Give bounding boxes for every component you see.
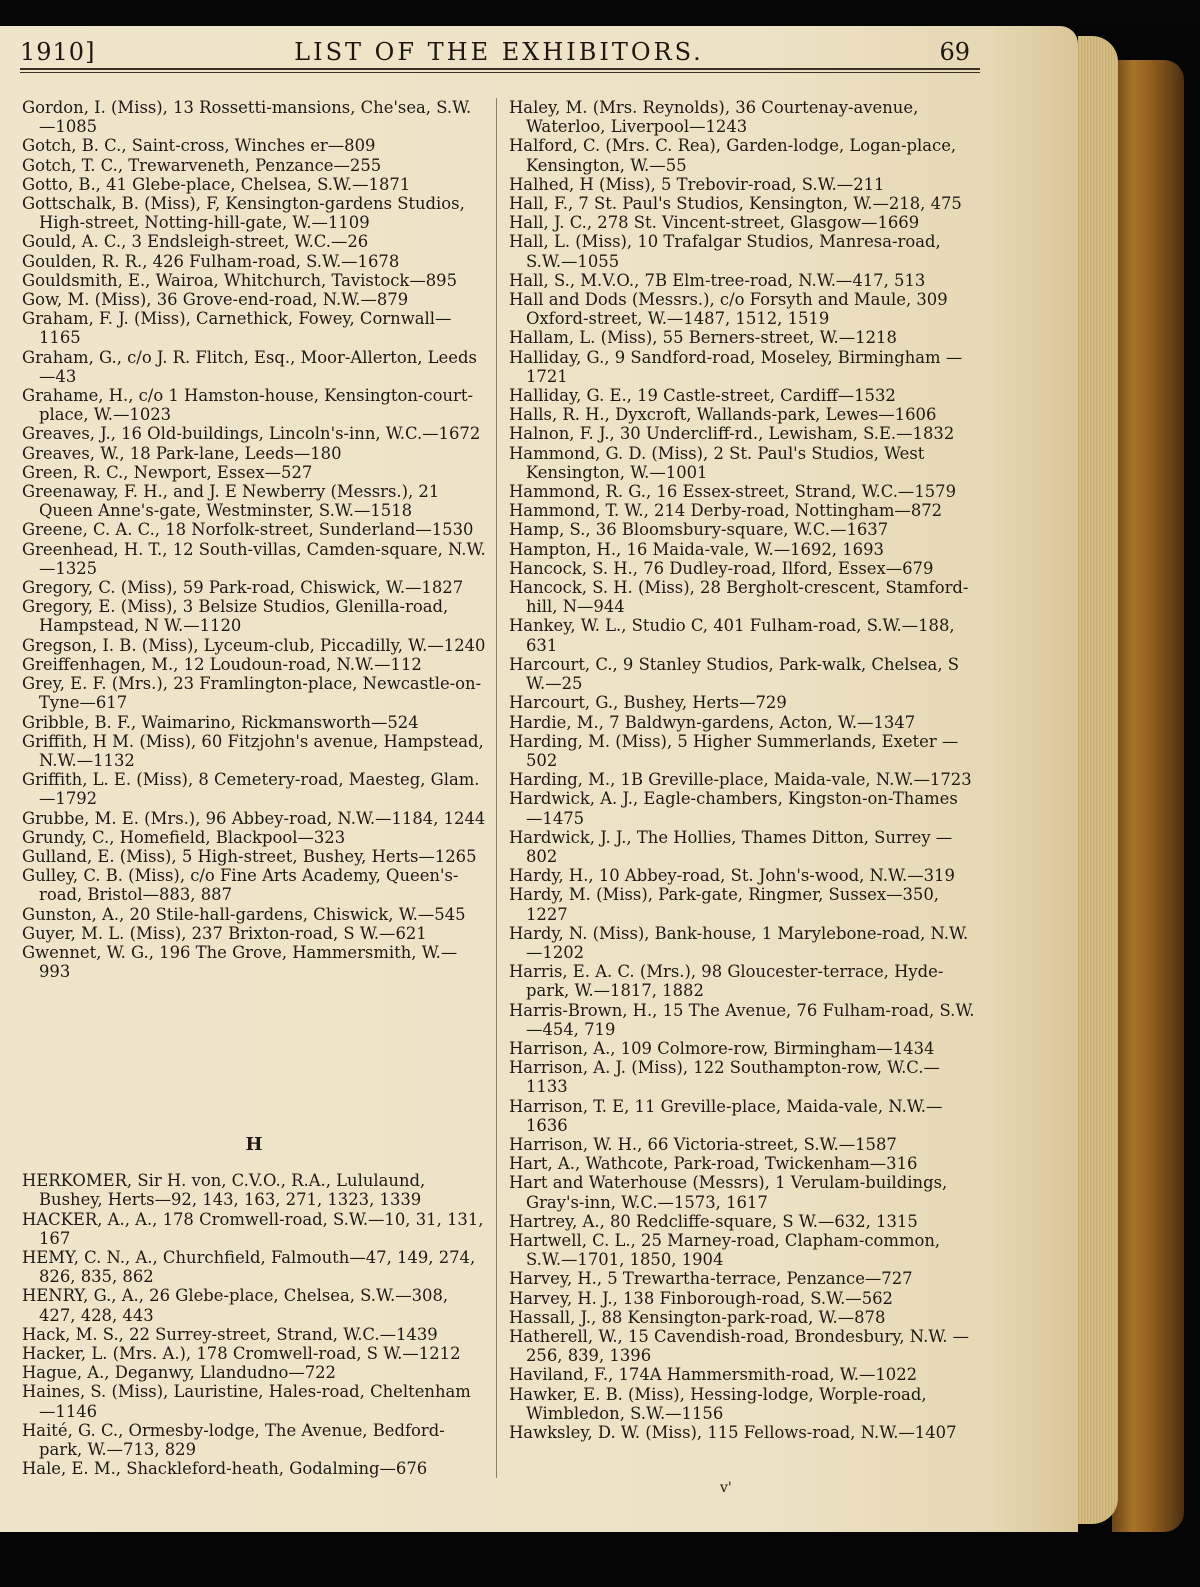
exhibitor-entry: Hart and Waterhouse (Messrs), 1 Verulam-buildings, Gray's-inn, W.C.—1573, 1617 — [509, 1173, 948, 1212]
exhibitor-entry: Harrison, T. E, 11 Greville-place, Maida-vale, N.W.—1636 — [509, 1096, 943, 1135]
exhibitor-entry: HACKER, A., A., 178 Cromwell-road, S.W.—10, 31, 131, 167 — [22, 1209, 484, 1248]
exhibitor-entry: Hall, J. C., 278 St. Vincent-street, Glasgow—1669 — [509, 213, 920, 233]
exhibitor-entry: Green, R. C., Newport, Essex—527 — [22, 462, 313, 482]
exhibitor-entry: Gregson, I. B. (Miss), Lyceum-club, Piccadilly, W.—1240 — [22, 635, 486, 655]
exhibitor-entry: Greenaway, F. H., and J. E Newberry (Messrs.), 21 Queen Anne's-gate, Westminster, S.W.—1518 — [22, 482, 440, 521]
exhibitor-entry: HERKOMER, Sir H. von, C.V.O., R.A., Lululaund, Bushey, Herts—92, 143, 163, 271, 1323, 1339 — [22, 1171, 426, 1210]
exhibitor-entry: Harrison, A. J. (Miss), 122 Southampton-row, W.C.—1133 — [509, 1058, 940, 1097]
exhibitor-entry: Graham, F. J. (Miss), Carnethick, Fowey, Cornwall—1165 — [22, 309, 452, 348]
exhibitor-entry: Halls, R. H., Dyxcroft, Wallands-park, Lewes—1606 — [509, 405, 937, 425]
exhibitor-entry: Grundy, C., Homefield, Blackpool—323 — [22, 827, 346, 847]
exhibitor-entry: Harcourt, C., 9 Stanley Studios, Park-walk, Chelsea, S W.—25 — [509, 654, 959, 694]
exhibitor-entry: Hardwick, A. J., Eagle-chambers, Kingston-on-Thames —1475 — [509, 789, 958, 828]
exhibitor-entry: Harding, M., 1B Greville-place, Maida-vale, N.W.—1723 — [509, 770, 972, 790]
exhibitor-entry: Greaves, J., 16 Old-buildings, Lincoln's-inn, W.C.—1672 — [22, 424, 481, 444]
exhibitor-entry: Harcourt, G., Bushey, Herts—729 — [509, 693, 787, 713]
exhibitor-entry: Gribble, B. F., Waimarino, Rickmansworth—524 — [22, 712, 419, 732]
exhibitor-entry: Hammond, R. G., 16 Essex-street, Strand, W.C.—1579 — [509, 482, 957, 502]
exhibitor-entry: Guyer, M. L. (Miss), 237 Brixton-road, S W.—621 — [22, 923, 427, 943]
exhibitor-entry: Haité, G. C., Ormesby-lodge, The Avenue, Bedford-park, W.—713, 829 — [22, 1420, 445, 1460]
exhibitor-entry: Gunston, A., 20 Stile-hall-gardens, Chiswick, W.—545 — [22, 904, 466, 924]
exhibitor-entry: Grey, E. F. (Mrs.), 23 Framlington-place, Newcastle-on-Tyne—617 — [22, 674, 482, 713]
header-year: 1910] — [20, 38, 96, 66]
exhibitor-entry: Haines, S. (Miss), Lauristine, Hales-road, Cheltenham—1146 — [22, 1382, 471, 1421]
exhibitor-entry: Hale, E. M., Shackleford-heath, Godalming—676 — [22, 1459, 428, 1479]
exhibitor-entry: Graham, G., c/o J. R. Flitch, Esq., Moor-Allerton, Leeds—43 — [22, 347, 477, 386]
exhibitor-entry: HEMY, C. N., A., Churchfield, Falmouth—47, 149, 274, 826, 835, 862 — [22, 1248, 476, 1287]
exhibitor-entry: Hartrey, A., 80 Redcliffe-square, S W.—632, 1315 — [509, 1211, 918, 1231]
exhibitor-entry: Gouldsmith, E., Wairoa, Whitchurch, Tavistock—895 — [22, 270, 458, 290]
exhibitor-entry: Halford, C. (Mrs. C. Rea), Garden-lodge, Logan-place, Kensington, W.—55 — [509, 136, 957, 175]
exhibitor-entry: Halnon, F. J., 30 Undercliff-rd., Lewisham, S.E.—1832 — [509, 424, 955, 444]
page-number: 69 — [939, 38, 970, 66]
exhibitor-entry: Hamp, S., 36 Bloomsbury-square, W.C.—1637 — [509, 520, 889, 540]
book-cover — [1112, 60, 1184, 1532]
exhibitor-entry: Gregory, C. (Miss), 59 Park-road, Chiswick, W.—1827 — [22, 578, 464, 598]
exhibitor-entry: Hart, A., Wathcote, Park-road, Twickenham—316 — [509, 1154, 918, 1174]
exhibitor-entry: Harrison, W. H., 66 Victoria-street, S.W.—1587 — [509, 1134, 897, 1154]
exhibitor-entry: Hardy, M. (Miss), Park-gate, Ringmer, Sussex—350, 1227 — [509, 885, 939, 924]
left-entries-h — [22, 1171, 486, 1478]
exhibitor-entry: Hall, S., M.V.O., 7B Elm-tree-road, N.W.—417, 513 — [509, 270, 926, 290]
exhibitor-entry: Hampton, H., 16 Maida-vale, W.—1692, 1693 — [509, 539, 884, 559]
exhibitor-entry: Halliday, G. E., 19 Castle-street, Cardiff—1532 — [509, 386, 896, 406]
exhibitor-entry: Haviland, F., 174A Hammersmith-road, W.—1022 — [509, 1365, 918, 1385]
header-rule-thin — [20, 72, 980, 73]
exhibitor-entry: Harrison, A., 109 Colmore-row, Birmingham—1434 — [509, 1038, 935, 1058]
exhibitor-entry: Greenhead, H. T., 12 South-villas, Camden-square, N.W.—1325 — [22, 539, 486, 578]
exhibitor-entry: Hardie, M., 7 Baldwyn-gardens, Acton, W.—1347 — [509, 712, 916, 732]
exhibitor-entry: Greene, C. A. C., 18 Norfolk-street, Sunderland—1530 — [22, 520, 474, 540]
exhibitor-entry: Hassall, J., 88 Kensington-park-road, W.—878 — [509, 1307, 886, 1327]
page-edges — [1078, 36, 1118, 1524]
exhibitor-entry: Hancock, S. H. (Miss), 28 Bergholt-crescent, Stamford-hill, N—944 — [509, 578, 969, 617]
exhibitor-entry: Greaves, W., 18 Park-lane, Leeds—180 — [22, 443, 342, 463]
left-entries-g — [22, 98, 486, 1118]
exhibitor-entry: Hallam, L. (Miss), 55 Berners-street, W.—1218 — [509, 328, 897, 348]
exhibitor-entry: Gordon, I. (Miss), 13 Rossetti-mansions, Che'sea, S.W. —1085 — [22, 98, 472, 137]
exhibitor-entry: Griffith, H M. (Miss), 60 Fitzjohn's avenue, Hampstead, N.W.—1132 — [22, 731, 484, 770]
exhibitor-entry: Hacker, L. (Mrs. A.), 178 Cromwell-road, S W.—1212 — [22, 1344, 461, 1364]
left-column — [22, 98, 486, 1478]
page-header — [20, 36, 978, 86]
exhibitor-entry: Harris-Brown, H., 15 The Avenue, 76 Fulham-road, S.W.—454, 719 — [509, 1000, 975, 1039]
exhibitor-entry: Goulden, R. R., 426 Fulham-road, S.W.—1678 — [22, 251, 400, 271]
exhibitor-entry: Haley, M. (Mrs. Reynolds), 36 Courtenay-avenue, Waterloo, Liverpool—1243 — [509, 98, 919, 137]
exhibitor-entry: Hawker, E. B. (Miss), Hessing-lodge, Worple-road, Wimbledon, S.W.—1156 — [509, 1384, 927, 1423]
footer-mark: v' — [720, 1480, 732, 1496]
exhibitor-entry: Grahame, H., c/o 1 Hamston-house, Kensington-court-place, W.—1023 — [22, 386, 473, 425]
exhibitor-entry: Hall, L. (Miss), 10 Trafalgar Studios, Manresa-road, S.W.—1055 — [509, 232, 941, 271]
exhibitor-entry: Hack, M. S., 22 Surrey-street, Strand, W.C.—1439 — [22, 1324, 438, 1344]
column-divider — [496, 98, 497, 1478]
exhibitor-entry: Gottschalk, B. (Miss), F, Kensington-gardens Studios, High-street, Notting-hill-gate, W.—1109 — [22, 194, 465, 233]
exhibitor-entry: Harvey, H., 5 Trewartha-terrace, Penzance—727 — [509, 1269, 913, 1289]
exhibitor-entry: Hatherell, W., 15 Cavendish-road, Brondesbury, N.W. —256, 839, 1396 — [509, 1327, 970, 1366]
header-title: LIST OF THE EXHIBITORS. — [294, 38, 704, 66]
exhibitor-entry: Hall, F., 7 St. Paul's Studios, Kensington, W.—218, 475 — [509, 194, 962, 214]
exhibitor-entry: Griffith, L. E. (Miss), 8 Cemetery-road, Maesteg, Glam. —1792 — [22, 770, 480, 809]
right-column — [509, 98, 977, 1442]
exhibitor-entry: Harding, M. (Miss), 5 Higher Summerlands, Exeter —502 — [509, 731, 959, 770]
exhibitor-entry: Gregory, E. (Miss), 3 Belsize Studios, Glenilla-road, Hampstead, N W.—1120 — [22, 597, 449, 636]
exhibitor-entry: Gulley, C. B. (Miss), c/o Fine Arts Academy, Queen's-road, Bristol—883, 887 — [22, 866, 459, 905]
exhibitor-entry: Hartwell, C. L., 25 Marney-road, Clapham-common, S.W.—1701, 1850, 1904 — [509, 1230, 941, 1270]
exhibitor-entry: Hall and Dods (Messrs.), c/o Forsyth and Maule, 309 Oxford-street, W.—1487, 1512, 1519 — [509, 290, 948, 329]
exhibitor-entry: Hardy, H., 10 Abbey-road, St. John's-wood, N.W.—319 — [509, 866, 955, 886]
exhibitor-entry: Hawksley, D. W. (Miss), 115 Fellows-road, N.W.—1407 — [509, 1423, 957, 1443]
exhibitor-entry: Hammond, T. W., 214 Derby-road, Nottingham—872 — [509, 501, 943, 521]
exhibitor-entry: Hardwick, J. J., The Hollies, Thames Ditton, Surrey —802 — [509, 827, 953, 866]
exhibitor-entry: Gotch, B. C., Saint-cross, Winches er—809 — [22, 136, 376, 156]
exhibitor-entry: Halhed, H (Miss), 5 Trebovir-road, S.W.—211 — [509, 174, 885, 194]
exhibitor-entry: Harvey, H. J., 138 Finborough-road, S.W.—562 — [509, 1288, 893, 1308]
exhibitor-entry: Hammond, G. D. (Miss), 2 St. Paul's Studios, West Kensington, W.—1001 — [509, 443, 925, 482]
exhibitor-entry: Harris, E. A. C. (Mrs.), 98 Gloucester-terrace, Hyde-park, W.—1817, 1882 — [509, 962, 944, 1001]
exhibitor-entry: Hague, A., Deganwy, Llandudno—722 — [22, 1363, 336, 1383]
exhibitor-entry: Greiffenhagen, M., 12 Loudoun-road, N.W.—112 — [22, 654, 422, 674]
exhibitor-entry: Gotch, T. C., Trewarveneth, Penzance—255 — [22, 155, 382, 175]
exhibitor-entry: Hancock, S. H., 76 Dudley-road, Ilford, Essex—679 — [509, 558, 934, 578]
exhibitor-entry: Hardy, N. (Miss), Bank-house, 1 Marylebone-road, N.W.—1202 — [509, 923, 969, 962]
section-letter: H — [245, 1134, 263, 1155]
exhibitor-entry: Gow, M. (Miss), 36 Grove-end-road, N.W.—879 — [22, 290, 409, 310]
exhibitor-entry: Hankey, W. L., Studio C, 401 Fulham-road, S.W.—188, 631 — [509, 616, 955, 655]
scan-background — [0, 0, 1200, 26]
exhibitor-entry: Grubbe, M. E. (Mrs.), 96 Abbey-road, N.W.—1184, 1244 — [22, 808, 486, 828]
exhibitor-entry: Gwennet, W. G., 196 The Grove, Hammersmith, W.—993 — [22, 942, 458, 982]
header-rule — [20, 68, 980, 70]
exhibitor-entry: Halliday, G., 9 Sandford-road, Moseley, Birmingham —1721 — [509, 347, 963, 386]
exhibitor-entry: HENRY, G., A., 26 Glebe-place, Chelsea, S.W.—308, 427, 428, 443 — [22, 1286, 449, 1325]
exhibitor-entry: Gould, A. C., 3 Endsleigh-street, W.C.—26 — [22, 232, 369, 252]
exhibitor-entry: Gotto, B., 41 Glebe-place, Chelsea, S.W.—1871 — [22, 174, 411, 194]
exhibitor-entry: Gulland, E. (Miss), 5 High-street, Bushey, Herts—1265 — [22, 846, 477, 866]
